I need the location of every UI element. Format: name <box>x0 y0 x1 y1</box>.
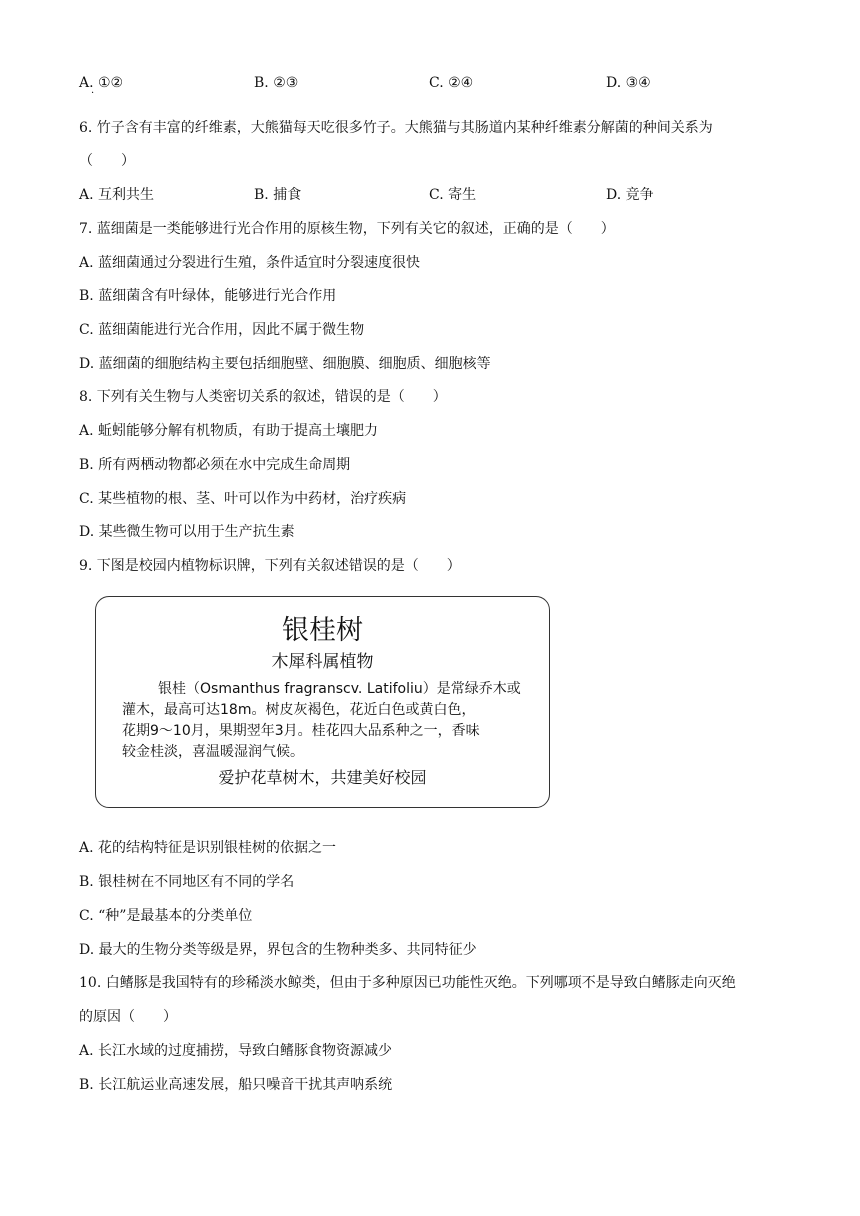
q7-option-d: D. 蓝细菌的细胞结构主要包括细胞壁、细胞膜、细胞质、细胞核等 <box>79 356 491 372</box>
sign-body <box>122 679 535 763</box>
q5-option-b: B. ②③ <box>254 75 299 91</box>
q7-option-a: A. 蓝细菌通过分裂进行生殖，条件适宜时分裂速度很快 <box>79 255 421 271</box>
q9-option-a: A. 花的结构特征是识别银桂树的依据之一 <box>79 840 337 856</box>
sign-body-line: 灌木，最高可达18m。树皮灰褐色，花近白色或黄白色， <box>122 702 476 718</box>
sign-footer: 爱护花草树木，共建美好校园 <box>218 768 427 787</box>
q8-option-c: C. 某些植物的根、茎、叶可以作为中药材，治疗疾病 <box>79 491 407 507</box>
q6-option-b: B. 捕食 <box>254 187 302 203</box>
q5-option-c: C. ②④ <box>429 75 474 91</box>
q8-stem: 8. 下列有关生物与人类密切关系的叙述，错误的是（ ） <box>79 389 447 405</box>
q7-option-c: C. 蓝细菌能进行光合作用，因此不属于微生物 <box>79 322 365 338</box>
sign-body-line: 花期9～10月，果期翌年3月。桂花四大品系种之一，香味 <box>122 723 480 739</box>
q9-option-c: C. “种”是最基本的分类单位 <box>79 908 253 924</box>
q7-stem: 7. 蓝细菌是一类能够进行光合作用的原核生物，下列有关它的叙述，正确的是（ ） <box>79 221 615 237</box>
q8-option-b: B. 所有两栖动物都必须在水中完成生命周期 <box>79 457 351 473</box>
q9-option-d: D. 最大的生物分类等级是界，界包含的生物种类多、共同特征少 <box>79 942 477 958</box>
q10-stem-line1: 10. 白鳍豚是我国特有的珍稀淡水鲸类，但由于多种原因已功能性灭绝。下列哪项不是导致白鳍豚走向灭绝 <box>79 975 736 991</box>
sign-subtitle: 木犀科属植物 <box>271 652 374 672</box>
emphasis-dot: · <box>91 88 95 99</box>
q10-option-b: B. 长江航运业高速发展，船只噪音干扰其声呐系统 <box>79 1077 393 1093</box>
sign-title: 银桂树 <box>282 615 363 646</box>
q6-option-d: D. 竞争 <box>606 187 654 203</box>
q10-option-a: A. 长江水域的过度捕捞，导致白鳍豚食物资源减少 <box>79 1043 393 1059</box>
q6-options <box>79 185 799 205</box>
q6-option-a: A. 互利共生 <box>79 187 155 203</box>
sign-body-line: 银桂（Osmanthus fragranscv. Latifoliu）是常绿乔木或 <box>158 681 521 697</box>
sign-body-line: 较金桂淡，喜温暖湿润气候。 <box>122 744 304 760</box>
q5-option-a: A. ①② <box>79 75 124 91</box>
q9-stem: 9. 下图是校园内植物标识牌，下列有关叙述错误的是（ ） <box>79 558 461 574</box>
q6-stem-line2: （ ） <box>79 153 135 169</box>
q5-option-d: D. ③④ <box>606 75 651 91</box>
q7-option-b: B. 蓝细菌含有叶绿体，能够进行光合作用 <box>79 288 337 304</box>
q8-option-d: D. 某些微生物可以用于生产抗生素 <box>79 524 295 540</box>
q9-option-b: B. 银桂树在不同地区有不同的学名 <box>79 874 295 890</box>
q6-stem-line1: 6. 竹子含有丰富的纤维素，大熊猫每天吃很多竹子。大熊猫与其肠道内某种纤维素分解菌的种间关系为 <box>79 120 713 136</box>
q6-option-c: C. 寄生 <box>429 187 477 203</box>
q8-option-a: A. 蚯蚓能够分解有机物质，有助于提高土壤肥力 <box>79 423 379 439</box>
q5-options <box>79 73 799 99</box>
plant-sign <box>95 596 550 808</box>
q10-stem-line2: 的原因（ ） <box>79 1009 177 1025</box>
